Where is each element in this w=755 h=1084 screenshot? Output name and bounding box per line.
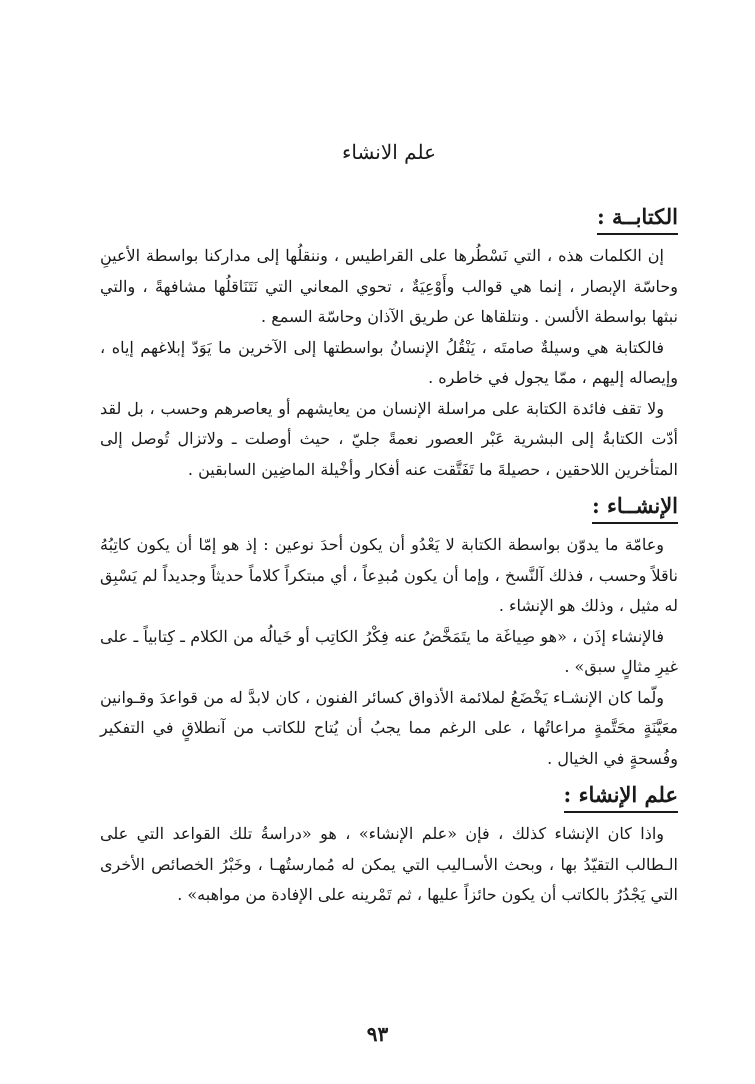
section-writing — [100, 202, 678, 485]
section-composition — [100, 491, 678, 774]
heading-text: الإنشــاء : — [592, 491, 678, 524]
paragraph: فالإنشاء إذَن ، «هو صِياغَة ما يتَمَخَّضُ عنه فِكْرُ الكاتِب أو خَيالُه من الكلام ـ كِتابياً ـ على غيرِ مثالٍ سبق» . — [100, 626, 678, 676]
paragraph: ولا تقف فائدة الكتابة على مراسلة الإنسان من يعايشهم أو يعاصرهم وحسب ، بل لقد أدّت الكتابةُ إلى البشرية عَبْر العصور نعمةً جليّ ، حيث أوصلت ـ ولاتزال تُوصل إلى المتأخرين اللاحقين ، حصيلةَ ما تَفَتَّقت عنه أفكار وأخْيلة الماضِين السابقين . — [100, 398, 678, 479]
heading-text: الكتابــة : — [597, 202, 678, 235]
section-heading-science-of-composition — [100, 780, 678, 813]
paragraph: فالكتابة هي وسيلةٌ صامتَه ، يَنْقُلُ الإنسانُ بواسطتها إلى الآخرين ما يَوَدّ إبلاغهم إياه ، وإيصاله إليهم ، ممّا يجول في خاطره . — [100, 337, 678, 387]
section-science-of-composition — [100, 780, 678, 911]
section-heading-composition — [100, 491, 678, 524]
paragraph: وعامّة ما يدوّن بواسطة الكتابة لا يَعْدُو أن يكون أحدَ نوعين : إذ هو إمّا أن يكون كاتِبُهُ ناقلاً وحسب ، فذلك آلنَّسخ ، وإما أن يكون مُبدِعاً ، أي مبتكراً كلاماً حديثاً وجديداً لم يَسْبِق له مثيل ، وذلك هو الإنشاء . — [100, 535, 678, 615]
paragraph: إن الكلمات هذه ، التي نَسْطُرها على القراطيس ، وننقلُها إلى مداركنا بواسطة الأعينِ وحاسّة الإبصار ، إنما هي قوالب وأَوْعِيَةٌ ، تحوي المعاني التي نَتَنَاقلُها مشافهةً ، والتي نبثها بواسطة الألسن . ونتلقاها عن طريق الآذان وحاسّة السمع . — [100, 246, 678, 326]
paragraph: ولّما كان الإنشـاء يَخْضَعُ لملائمة الأذواق كسائر الفنون ، كان لابدَّ له من قواعدَ وقـوانين معَيَّنَةٍ محَتَّمةٍ مراعاتُها ، على الرغم مما يجبُ أن يُتاح للكاتب من آنطلاقٍ في التفكير وفُسحةٍ في الخيال . — [100, 687, 679, 768]
section-heading-writing — [100, 202, 678, 235]
heading-text: علم الإنشاء : — [564, 780, 679, 813]
running-header: علم الانشاء — [341, 140, 437, 164]
paragraph: واذا كان الإنشاء كذلك ، فإن «علم الإنشاء» ، هو «دراسةُ تلك القواعد التي على الـطالب التقيّدُ بها ، وبحث الأسـاليب التي يمكن له مُمارستُهـا ، وخَبْرُ الخصائص الأخرى التي يَجْدُرُ بالكاتب أن يكون حائزاً عليها ، ثم تَمْرينه على الإفادة من مواهبه» . — [100, 824, 678, 904]
document-page — [100, 140, 678, 911]
page-number: ٩٣ — [366, 1022, 389, 1046]
